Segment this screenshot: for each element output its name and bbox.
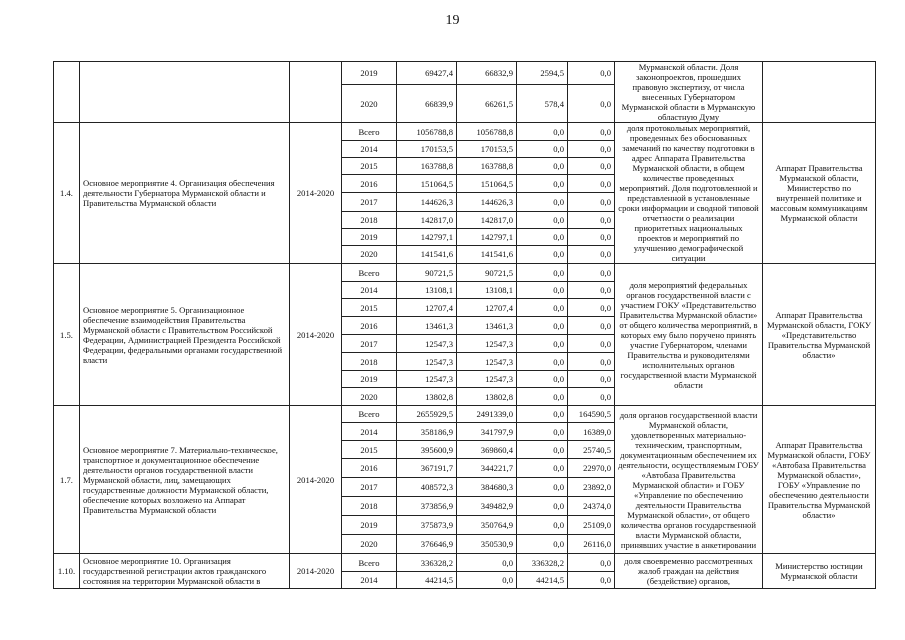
regional-budget: 369860,4 bbox=[457, 441, 517, 459]
year-cell: 2019 bbox=[342, 62, 397, 85]
year-cell: 2020 bbox=[342, 85, 397, 123]
implementation-period: 2014-2020 bbox=[290, 406, 342, 554]
federal-budget: 0,0 bbox=[517, 193, 568, 211]
other-sources: 25740,5 bbox=[568, 441, 615, 459]
federal-budget: 336328,2 bbox=[517, 554, 568, 572]
year-cell: 2017 bbox=[342, 335, 397, 353]
other-sources: 0,0 bbox=[568, 85, 615, 123]
total-amount: 44214,5 bbox=[397, 572, 457, 589]
total-amount: 144626,3 bbox=[397, 193, 457, 211]
total-amount: 141541,6 bbox=[397, 245, 457, 263]
other-sources: 0,0 bbox=[568, 335, 615, 353]
total-amount: 13108,1 bbox=[397, 282, 457, 299]
regional-budget: 163788,8 bbox=[457, 158, 517, 175]
measure-name: Основное мероприятие 10. Организация государственной регистрации актов гражданского состояния на территории Мурманской области в bbox=[80, 554, 290, 589]
year-cell: 2019 bbox=[342, 371, 397, 388]
total-amount: 69427,4 bbox=[397, 62, 457, 85]
federal-budget: 0,0 bbox=[517, 211, 568, 228]
responsible-executor: Аппарат Правительства Мурманской области, ГОБУ «Автобаза Правительства Мурманской области», ГОБУ «Управление по обеспечению деятельности Правительства Мурманской области» bbox=[763, 406, 876, 554]
other-sources: 0,0 bbox=[568, 123, 615, 141]
federal-budget: 0,0 bbox=[517, 245, 568, 263]
regional-budget: 12547,3 bbox=[457, 371, 517, 388]
federal-budget: 0,0 bbox=[517, 158, 568, 175]
regional-budget: 0,0 bbox=[457, 572, 517, 589]
other-sources: 0,0 bbox=[568, 388, 615, 406]
total-amount: 12547,3 bbox=[397, 371, 457, 388]
other-sources: 0,0 bbox=[568, 193, 615, 211]
year-cell: Всего bbox=[342, 554, 397, 572]
regional-budget: 13108,1 bbox=[457, 282, 517, 299]
other-sources: 0,0 bbox=[568, 371, 615, 388]
regional-budget: 13461,3 bbox=[457, 317, 517, 335]
year-cell: 2014 bbox=[342, 282, 397, 299]
result-indicator: доля органов государственной власти Мурманской области, удовлетворенных материально-техническим, транспортным, документационным обеспечением их деятельности, осуществляемым ГОБУ «Автобаза Правительства Мурманской области» и ГОБУ «Управление по обеспечению деятельности Правительства Мурманской области», от общего количества органов государственной власти Мурманской области, принявших участие в анкетировании bbox=[615, 406, 763, 554]
total-amount: 408572,3 bbox=[397, 478, 457, 497]
total-amount: 151064,5 bbox=[397, 175, 457, 193]
total-amount: 1056788,8 bbox=[397, 123, 457, 141]
other-sources: 0,0 bbox=[568, 245, 615, 263]
year-cell: 2020 bbox=[342, 388, 397, 406]
year-cell: 2018 bbox=[342, 211, 397, 228]
year-cell: 2017 bbox=[342, 193, 397, 211]
federal-budget: 0,0 bbox=[517, 353, 568, 371]
year-cell: 2015 bbox=[342, 441, 397, 459]
year-cell: 2014 bbox=[342, 141, 397, 158]
other-sources: 25109,0 bbox=[568, 516, 615, 535]
federal-budget: 0,0 bbox=[517, 388, 568, 406]
total-amount: 12547,3 bbox=[397, 335, 457, 353]
result-indicator: доля протокольных мероприятий, проведенных без обоснованных замечаний по качеству подготовки в адрес Аппарата Правительства Мурманской области, в общем количестве проведенных мероприятий. Доля подготовленной и представленной в установленные сроки информации и сводной типовой отчетности о реализации приоритетных национальных проектов и мероприятий по улучшению демографической ситуации bbox=[615, 123, 763, 264]
other-sources: 0,0 bbox=[568, 353, 615, 371]
regional-budget: 170153,5 bbox=[457, 141, 517, 158]
year-cell: Всего bbox=[342, 406, 397, 423]
result-indicator: Мурманской области. Доля законопроектов, прошедших правовую экспертизу, от числа внесенных Губернатором Мурманской области в Мурманскую областную Думу bbox=[615, 62, 763, 123]
item-number: 1.7. bbox=[54, 406, 80, 554]
other-sources: 0,0 bbox=[568, 175, 615, 193]
implementation-period: 2014-2020 bbox=[290, 554, 342, 589]
regional-budget: 13802,8 bbox=[457, 388, 517, 406]
table-row bbox=[54, 123, 876, 141]
federal-budget: 0,0 bbox=[517, 175, 568, 193]
total-amount: 376646,9 bbox=[397, 535, 457, 554]
year-cell: 2018 bbox=[342, 497, 397, 516]
other-sources: 0,0 bbox=[568, 317, 615, 335]
total-amount: 66839,9 bbox=[397, 85, 457, 123]
other-sources: 0,0 bbox=[568, 282, 615, 299]
regional-budget: 384680,3 bbox=[457, 478, 517, 497]
item-number: 1.10. bbox=[54, 554, 80, 589]
regional-budget: 350764,9 bbox=[457, 516, 517, 535]
regional-budget: 141541,6 bbox=[457, 245, 517, 263]
year-cell: 2018 bbox=[342, 353, 397, 371]
federal-budget: 0,0 bbox=[517, 264, 568, 282]
total-amount: 12547,3 bbox=[397, 353, 457, 371]
regional-budget: 151064,5 bbox=[457, 175, 517, 193]
item-number: 1.5. bbox=[54, 264, 80, 406]
federal-budget: 0,0 bbox=[517, 299, 568, 317]
responsible-executor: Аппарат Правительства Мурманской области, Министерство по внутренней политике и массовым коммуникациям Мурманской области bbox=[763, 123, 876, 264]
regional-budget: 344221,7 bbox=[457, 459, 517, 478]
responsible-executor bbox=[763, 62, 876, 123]
year-cell: 2014 bbox=[342, 572, 397, 589]
year-cell: 2020 bbox=[342, 535, 397, 554]
total-amount: 13802,8 bbox=[397, 388, 457, 406]
regional-budget: 12547,3 bbox=[457, 353, 517, 371]
page-number: 19 bbox=[445, 13, 460, 28]
year-cell: 2016 bbox=[342, 175, 397, 193]
program-table bbox=[53, 61, 876, 589]
other-sources: 23892,0 bbox=[568, 478, 615, 497]
total-amount: 358186,9 bbox=[397, 423, 457, 441]
regional-budget: 142817,0 bbox=[457, 211, 517, 228]
year-cell: 2020 bbox=[342, 245, 397, 263]
total-amount: 163788,8 bbox=[397, 158, 457, 175]
federal-budget: 0,0 bbox=[517, 335, 568, 353]
other-sources: 16389,0 bbox=[568, 423, 615, 441]
federal-budget: 0,0 bbox=[517, 406, 568, 423]
federal-budget: 0,0 bbox=[517, 317, 568, 335]
federal-budget: 578,4 bbox=[517, 85, 568, 123]
regional-budget: 66261,5 bbox=[457, 85, 517, 123]
responsible-executor: Аппарат Правительства Мурманской области, ГОКУ «Представительство Правительства Мурманской области» bbox=[763, 264, 876, 406]
total-amount: 375873,9 bbox=[397, 516, 457, 535]
federal-budget: 0,0 bbox=[517, 371, 568, 388]
federal-budget: 0,0 bbox=[517, 123, 568, 141]
regional-budget: 90721,5 bbox=[457, 264, 517, 282]
other-sources: 0,0 bbox=[568, 554, 615, 572]
regional-budget: 349482,9 bbox=[457, 497, 517, 516]
regional-budget: 350530,9 bbox=[457, 535, 517, 554]
other-sources: 0,0 bbox=[568, 158, 615, 175]
year-cell: 2015 bbox=[342, 158, 397, 175]
year-cell: 2019 bbox=[342, 228, 397, 245]
other-sources: 22970,0 bbox=[568, 459, 615, 478]
measure-name bbox=[80, 62, 290, 123]
year-cell: Всего bbox=[342, 264, 397, 282]
federal-budget: 0,0 bbox=[517, 535, 568, 554]
regional-budget: 341797,9 bbox=[457, 423, 517, 441]
regional-budget: 0,0 bbox=[457, 554, 517, 572]
other-sources: 0,0 bbox=[568, 211, 615, 228]
total-amount: 12707,4 bbox=[397, 299, 457, 317]
measure-name: Основное мероприятие 7. Материально-техническое, транспортное и документационное обеспечение деятельности органов государственной власти Мурманской области, лиц, замещающих государственные должности Мурманской области, обеспечение которых возложено на Аппарат Правительства Мурманской области bbox=[80, 406, 290, 554]
measure-name: Основное мероприятие 4. Организация обеспечения деятельности Губернатора Мурманской области и Правительства Мурманской области bbox=[80, 123, 290, 264]
other-sources: 0,0 bbox=[568, 141, 615, 158]
implementation-period bbox=[290, 62, 342, 123]
regional-budget: 12547,3 bbox=[457, 335, 517, 353]
other-sources: 24374,0 bbox=[568, 497, 615, 516]
total-amount: 395600,9 bbox=[397, 441, 457, 459]
measure-name: Основное мероприятие 5. Организационное обеспечение взаимодействия Правительства Мурманской области с Правительством Российской Федерации, Администрацией Президента Российской Федерации, федеральными органами государственной власти bbox=[80, 264, 290, 406]
other-sources: 0,0 bbox=[568, 572, 615, 589]
table-row bbox=[54, 62, 876, 85]
total-amount: 373856,9 bbox=[397, 497, 457, 516]
year-cell: 2015 bbox=[342, 299, 397, 317]
federal-budget: 2594,5 bbox=[517, 62, 568, 85]
regional-budget: 142797,1 bbox=[457, 228, 517, 245]
other-sources: 164590,5 bbox=[568, 406, 615, 423]
year-cell: 2016 bbox=[342, 317, 397, 335]
federal-budget: 0,0 bbox=[517, 282, 568, 299]
total-amount: 367191,7 bbox=[397, 459, 457, 478]
other-sources: 26116,0 bbox=[568, 535, 615, 554]
item-number: 1.4. bbox=[54, 123, 80, 264]
total-amount: 142817,0 bbox=[397, 211, 457, 228]
result-indicator: доля мероприятий федеральных органов государственной власти с участием ГОКУ «Представительство Правительства Мурманской области» от общего количества мероприятий, в которых ему было поручено принять участие Губернатором, членами Правительства и руководителями исполнительных органов государственной власти Мурманской области bbox=[615, 264, 763, 406]
year-cell: 2019 bbox=[342, 516, 397, 535]
other-sources: 0,0 bbox=[568, 62, 615, 85]
table-row bbox=[54, 264, 876, 282]
total-amount: 336328,2 bbox=[397, 554, 457, 572]
year-cell: 2014 bbox=[342, 423, 397, 441]
table-row bbox=[54, 406, 876, 423]
result-indicator: доля своевременно рассмотренных жалоб граждан на действия (бездействие) органов, bbox=[615, 554, 763, 589]
total-amount: 2655929,5 bbox=[397, 406, 457, 423]
federal-budget: 0,0 bbox=[517, 423, 568, 441]
responsible-executor: Министерство юстиции Мурманской области bbox=[763, 554, 876, 589]
year-cell: 2017 bbox=[342, 478, 397, 497]
other-sources: 0,0 bbox=[568, 299, 615, 317]
federal-budget: 0,0 bbox=[517, 228, 568, 245]
year-cell: Всего bbox=[342, 123, 397, 141]
federal-budget: 0,0 bbox=[517, 516, 568, 535]
regional-budget: 1056788,8 bbox=[457, 123, 517, 141]
table-row bbox=[54, 554, 876, 572]
federal-budget: 0,0 bbox=[517, 478, 568, 497]
total-amount: 90721,5 bbox=[397, 264, 457, 282]
item-number bbox=[54, 62, 80, 123]
implementation-period: 2014-2020 bbox=[290, 123, 342, 264]
regional-budget: 144626,3 bbox=[457, 193, 517, 211]
federal-budget: 0,0 bbox=[517, 497, 568, 516]
other-sources: 0,0 bbox=[568, 264, 615, 282]
federal-budget: 0,0 bbox=[517, 459, 568, 478]
implementation-period: 2014-2020 bbox=[290, 264, 342, 406]
total-amount: 142797,1 bbox=[397, 228, 457, 245]
total-amount: 13461,3 bbox=[397, 317, 457, 335]
year-cell: 2016 bbox=[342, 459, 397, 478]
regional-budget: 66832,9 bbox=[457, 62, 517, 85]
regional-budget: 2491339,0 bbox=[457, 406, 517, 423]
federal-budget: 0,0 bbox=[517, 141, 568, 158]
total-amount: 170153,5 bbox=[397, 141, 457, 158]
federal-budget: 0,0 bbox=[517, 441, 568, 459]
regional-budget: 12707,4 bbox=[457, 299, 517, 317]
federal-budget: 44214,5 bbox=[517, 572, 568, 589]
other-sources: 0,0 bbox=[568, 228, 615, 245]
